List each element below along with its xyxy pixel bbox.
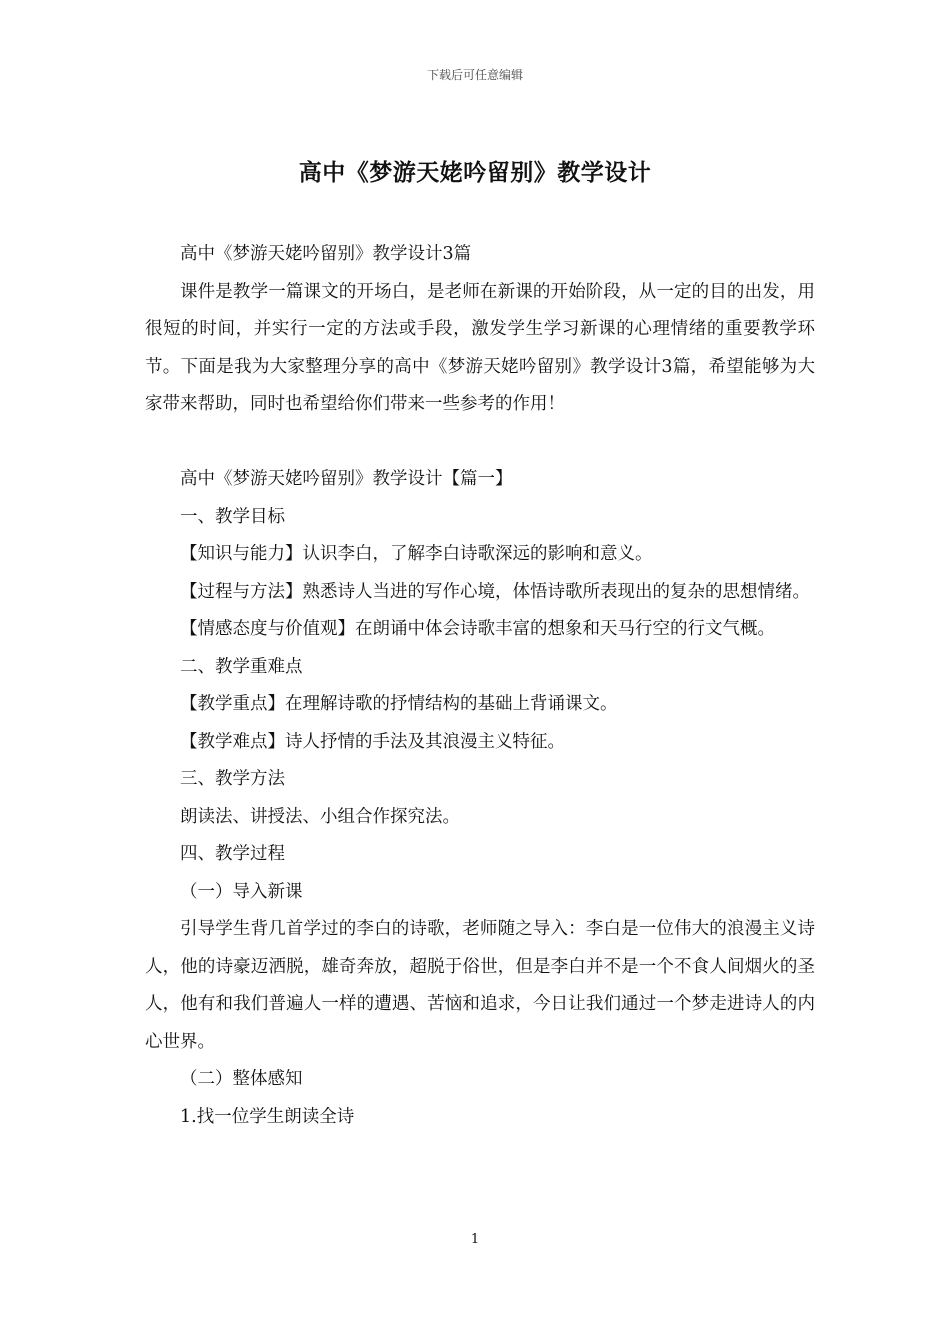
document-body [145, 236, 815, 1136]
header-note: 下载后可任意编辑 [426, 68, 523, 82]
difficult-point: 【教学难点】诗人抒情的手法及其浪漫主义特征。 [180, 731, 565, 752]
heading-teaching-process: 四、教学过程 [180, 844, 285, 864]
intro-subtitle: 高中《梦游天姥吟留别》教学设计3篇 [180, 244, 472, 264]
teaching-methods: 朗读法、讲授法、小组合作探究法。 [180, 806, 460, 827]
goal-process: 【过程与方法】熟悉诗人当进的写作心境，体悟诗歌所表现出的复杂的思想情绪。 [180, 581, 810, 602]
heading-teaching-goals: 一、教学目标 [180, 506, 285, 527]
goal-knowledge: 【知识与能力】认识李白，了解李白诗歌深远的影响和意义。 [180, 544, 653, 564]
intro-paragraph: 课件是教学一篇课文的开场白，是老师在新课的开始阶段，从一定的目的出发，用很短的时间，并实行一定的方法或手段，激发学生学习新课的心理情绪的重要教学环节。下面是我为大家整理分享的高中《梦游天姥吟留别》教学设计3篇，希望能够为大家带来帮助，同时也希望给你们带来一些参考的作用！ [145, 281, 815, 414]
key-point: 【教学重点】在理解诗歌的抒情结构的基础上背诵课文。 [180, 694, 618, 714]
introduction-paragraph: 引导学生背几首学过的李白的诗歌，老师随之导入：李白是一位伟大的浪漫主义诗人，他的诗豪迈洒脱，雄奇奔放，超脱于俗世，但是李白并不是一个不食人间烟火的圣人，他有和我们普遍人一样的遭遇、苦恼和追求，今日让我们通过一个梦走进诗人的内心世界。 [145, 919, 815, 1052]
section-heading-part-one: 高中《梦游天姥吟留别》教学设计【篇一】 [180, 469, 513, 489]
page-number: 1 [470, 1232, 480, 1247]
subheading-overall-perception: （二）整体感知 [180, 1069, 303, 1089]
heading-key-points: 二、教学重难点 [180, 656, 303, 677]
document-title: 高中《梦游天姥吟留别》教学设计 [298, 159, 652, 186]
subheading-introduction: （一）导入新课 [180, 881, 303, 902]
goal-emotion: 【情感态度与价值观】在朗诵中体会诗歌丰富的想象和天马行空的行文气概。 [180, 619, 775, 639]
heading-teaching-methods: 三、教学方法 [180, 769, 285, 789]
step-read-poem: 1.找一位学生朗读全诗 [180, 1106, 355, 1127]
